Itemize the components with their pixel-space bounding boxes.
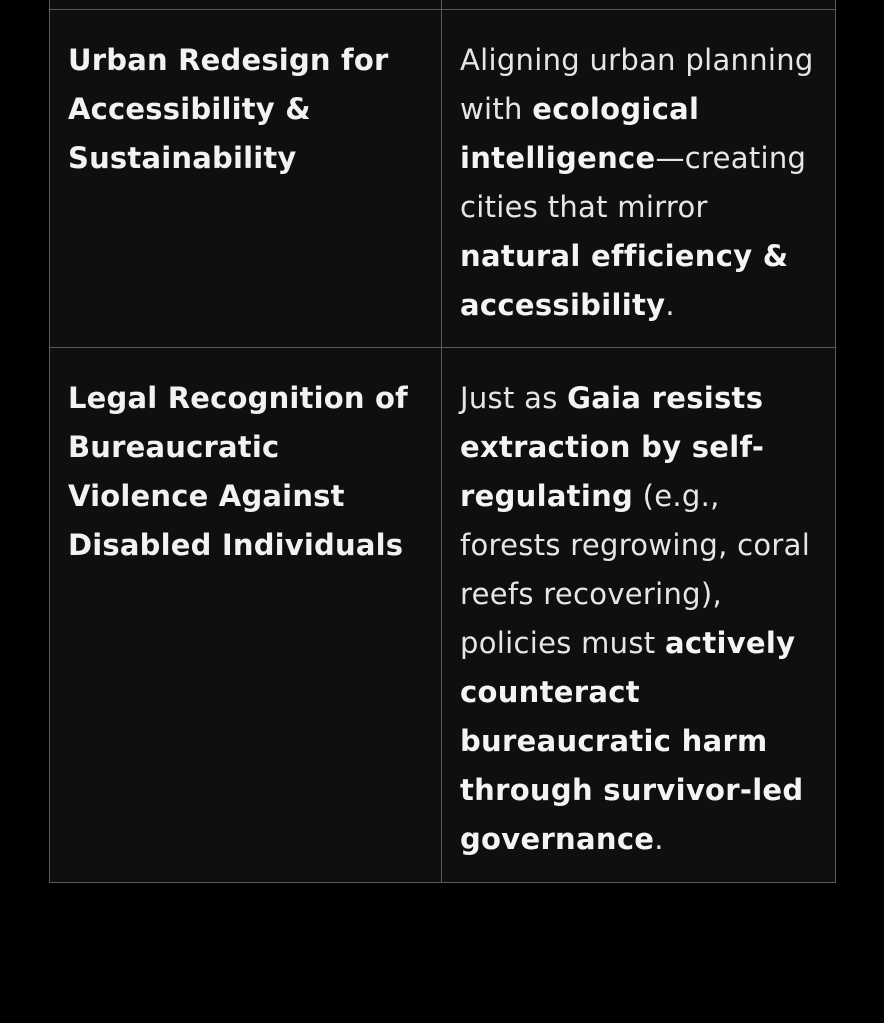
- description-segment: .: [654, 822, 664, 856]
- policy-name: Legal Recognition of Bureaucratic Violence Against Disabled Individuals: [68, 381, 408, 562]
- description-text: [460, 43, 814, 322]
- description-segment: —creating cities that mirror: [460, 141, 807, 224]
- table-row: [50, 348, 836, 883]
- policy-cell: [50, 10, 442, 348]
- table-row-previous: [50, 0, 836, 10]
- description-text: [460, 381, 810, 856]
- description-emphasis: Gaia resists extraction by self-regulating: [460, 381, 765, 513]
- table-row: [50, 10, 836, 348]
- description-cell: [442, 10, 836, 348]
- description-segment: Aligning urban planning with: [460, 43, 814, 126]
- description-segment: .: [665, 288, 675, 322]
- description-cell: [442, 348, 836, 883]
- description-segment: Just as: [460, 381, 568, 415]
- description-emphasis: actively counteract bureaucratic harm through survivor-led governance: [460, 626, 804, 856]
- description-emphasis: ecological intelligence: [460, 92, 700, 175]
- previous-cell-right: [442, 0, 836, 10]
- policy-cell: [50, 348, 442, 883]
- policy-table: [49, 0, 836, 883]
- description-segment: (e.g., forests regrowing, coral reefs recovering), policies must: [460, 479, 811, 660]
- description-emphasis: natural efficiency & accessibility: [460, 239, 789, 322]
- previous-cell-left: [50, 0, 442, 10]
- policy-name: Urban Redesign for Accessibility & Sustainability: [68, 43, 389, 175]
